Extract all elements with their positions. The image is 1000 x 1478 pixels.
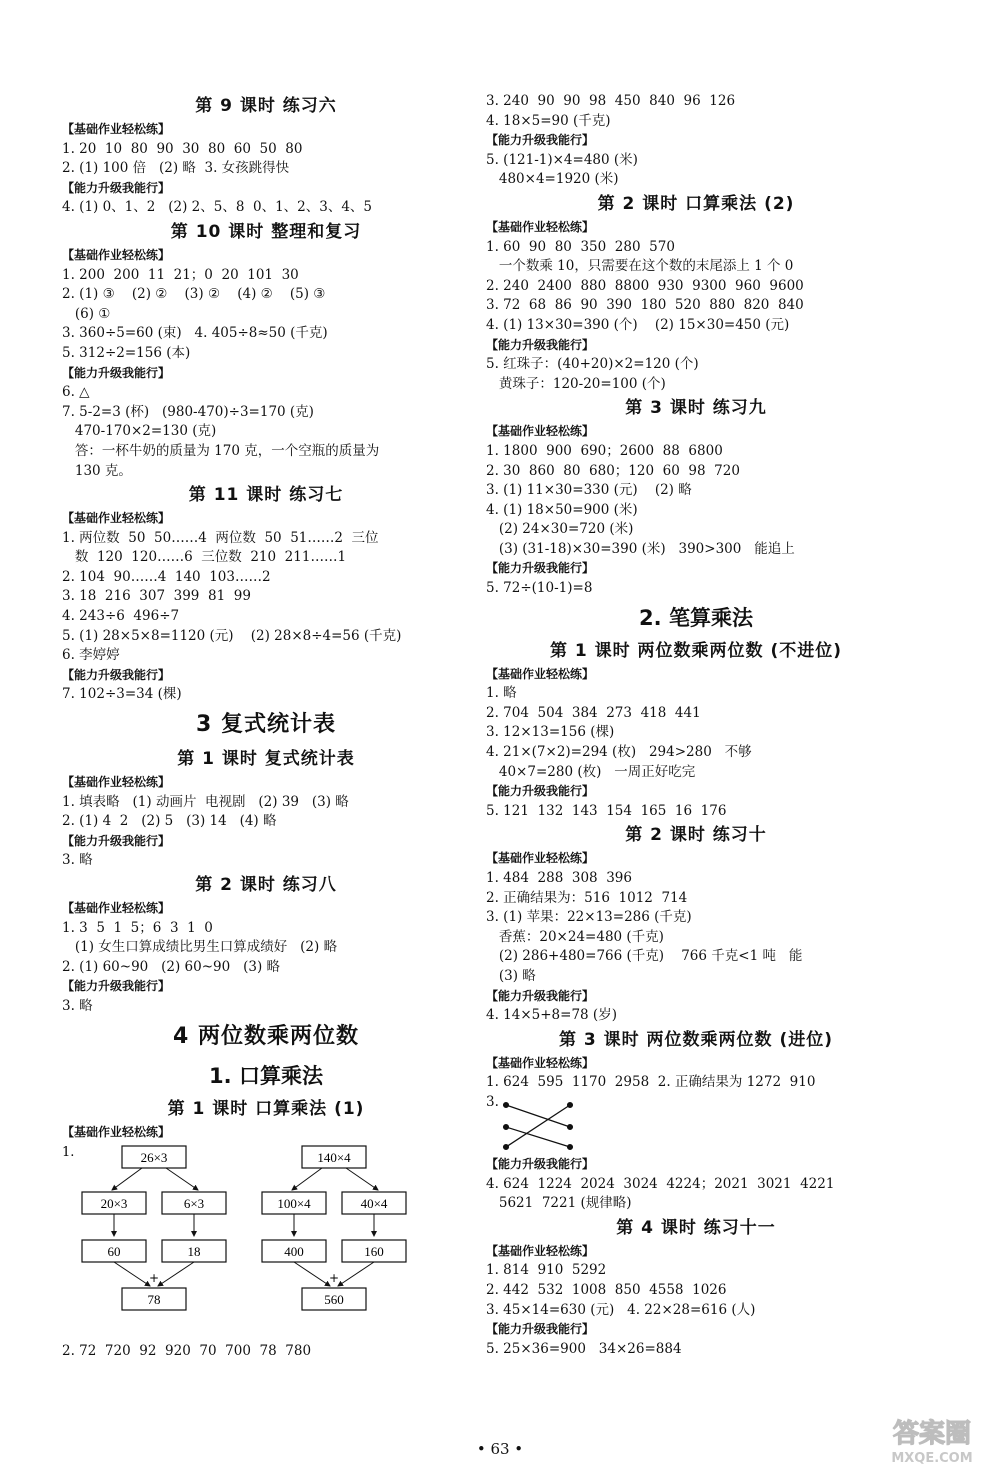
answer-line: 3. 240 90 90 98 450 840 96 126 [486, 93, 736, 109]
answer-line: 2. (1) 4 2 (2) 5 (3) 14 (4) 略 [62, 813, 277, 830]
answer-line: 4. 21×(7×2)=294 (枚) 294>280 不够 [486, 744, 752, 761]
answer-line: (3) 略 [486, 967, 536, 984]
unit-title: 4 两位数乘两位数 [173, 1023, 359, 1049]
unit-title: 3 复式统计表 [196, 712, 336, 738]
lesson-title: 第 3 课时 两位数乘两位数 (进位) [558, 1029, 834, 1050]
answer-line: 5621 7221 (规律略) [486, 1195, 632, 1212]
exercise-header: 【能力升级我能行】 [486, 561, 595, 576]
answer-line: 4. (1) 18×50=900 (米) [486, 501, 638, 518]
exercise-header: 【能力升级我能行】 [62, 667, 171, 682]
exercise-header: 【基础作业轻松练】 [62, 901, 171, 915]
answer-line: 2. 442 532 1008 850 4558 1026 [486, 1281, 727, 1298]
diagram-top-box: 140×4 [317, 1150, 351, 1166]
answer-line: 5. 红珠子：(40+20)×2=120 (个) [486, 356, 699, 373]
answer-line: 3. (1) 11×30=330 (元) (2) 略 [486, 482, 692, 499]
lesson-title: 第 11 课时 练习七 [188, 485, 344, 506]
exercise-header: 【基础作业轻松练】 [62, 775, 171, 790]
exercise-header: 【基础作业轻松练】 [486, 219, 595, 234]
answer-line: 1. 3 5 1 5；6 3 1 0 [62, 919, 213, 936]
answer-line: 1. 1800 900 690；2600 88 6800 [486, 442, 723, 459]
watermark-logo [872, 1408, 992, 1468]
answer-line: 2. 104 90……4 140 103……2 [62, 568, 271, 585]
answer-line: 1. 20 10 80 90 30 80 60 50 80 [62, 140, 303, 157]
answer-line: 5. (1) 28×5×8=1120 (元) (2) 28×8÷4=56 (千克) [62, 627, 402, 644]
matching-answer [486, 1093, 906, 1155]
answer-line: 2. 30 860 80 680；120 60 98 720 [486, 462, 740, 479]
exercise-header: 【基础作业轻松练】 [62, 247, 171, 262]
diagram-mid-box: 100×4 [277, 1196, 311, 1212]
diagram-output-box: 18 [187, 1244, 201, 1260]
answer-line: 4. (1) 13×30=390 (个) (2) 15×30=450 (元) [486, 316, 790, 333]
answer-line: 470-170×2=130 (克) [62, 423, 217, 440]
lesson-title: 第 2 课时 练习八 [195, 875, 337, 895]
answer-line: 3. 12×13=156 (棵) [486, 724, 615, 741]
left-column [62, 92, 470, 1362]
answer-line: 3. 略 [62, 852, 93, 869]
diagram-plus-sign: + [148, 1271, 160, 1286]
watermark-logo-text: 答案圈 [892, 1419, 972, 1449]
answer-line: 1. 填表略 (1) 动画片 电视剧 (2) 39 (3) 略 [62, 793, 349, 810]
diagram-result-box: 78 [147, 1292, 161, 1308]
answer-line: 2. 72 720 92 920 70 700 78 780 [62, 1343, 312, 1360]
diagram-output-box: 160 [364, 1244, 384, 1260]
answer-line: (1) 女生口算成绩比男生口算成绩好 (2) 略 [62, 939, 338, 956]
answer-line: 5. 72÷(10-1)=8 [486, 580, 593, 597]
exercise-header: 【能力升级我能行】 [486, 988, 595, 1003]
exercise-header: 【基础作业轻松练】 [62, 122, 171, 136]
calc-diagram [62, 1142, 470, 1342]
exercise-header: 【能力升级我能行】 [62, 833, 171, 848]
answer-line: (6) ① [62, 305, 111, 322]
answer-line: 5. (121-1)×4=480 (米) [486, 151, 638, 168]
answer-line: 6. △ [62, 384, 90, 401]
diagram-output-box: 400 [284, 1244, 304, 1260]
diagram-result-box: 560 [324, 1292, 344, 1308]
lesson-title: 第 1 课时 复式统计表 [177, 749, 355, 770]
exercise-header: 【基础作业轻松练】 [486, 424, 595, 439]
lesson-title: 第 4 课时 练习十一 [616, 1217, 776, 1238]
answer-line: 4. 624 1224 2024 3024 4224；2021 3021 4221 [486, 1175, 835, 1192]
lesson-title: 第 10 课时 整理和复习 [170, 221, 362, 242]
diagram-output-box: 60 [107, 1244, 121, 1260]
answer-line: (2) 24×30=720 (米) [486, 521, 634, 538]
answer-line: 1. 200 200 11 21；0 20 101 30 [62, 266, 299, 283]
answer-line: 1. 624 595 1170 2958 2. 正确结果为 1272 910 [486, 1074, 816, 1091]
exercise-header: 【基础作业轻松练】 [486, 1055, 595, 1070]
answer-line: 2. 正确结果为：516 1012 714 [486, 889, 688, 906]
diagram-mid-box: 20×3 [100, 1196, 128, 1212]
answer-line: 2. 240 2400 880 8800 930 9300 960 9600 [486, 277, 804, 294]
answer-line: 一个数乘 10，只需要在这个数的末尾添上 1 个 0 [486, 258, 794, 275]
exercise-header: 【能力升级我能行】 [486, 337, 595, 352]
answer-line: 4. 18×5=90 (千克) [486, 112, 611, 129]
answer-line: 3. 略 [62, 997, 93, 1014]
answer-line: 4. 243÷6 496÷7 [62, 608, 180, 625]
exercise-header: 【基础作业轻松练】 [486, 666, 595, 681]
matching-lines [498, 1101, 578, 1151]
exercise-header: 【能力升级我能行】 [486, 784, 595, 799]
answer-line: 3. (1) 苹果：22×13=286 (千克) [486, 909, 692, 926]
exercise-header: 【基础作业轻松练】 [62, 1124, 171, 1139]
answer-line: 数 120 120……6 三位数 210 211……1 [62, 549, 347, 566]
diagram-plus-sign: + [328, 1271, 340, 1286]
exercise-header: 【能力升级我能行】 [62, 180, 171, 195]
answer-line: 黄珠子：120-20=100 (个) [486, 375, 666, 392]
answer-line: 2. (1) 100 倍 (2) 略 3. 女孩跳得快 [62, 160, 290, 177]
answer-line: 5. 25×36=900 34×26=884 [486, 1340, 682, 1357]
answer-line: 1. 484 288 308 396 [486, 870, 632, 886]
diagram-mid-box: 40×4 [360, 1196, 388, 1212]
page-number: • 63 • [476, 1440, 524, 1458]
answer-line: 3. 18 216 307 399 81 99 [62, 588, 251, 605]
answer-line: 2. (1) ③ (2) ② (3) ② (4) ② (5) ③ [62, 286, 326, 303]
exercise-header: 【能力升级我能行】 [62, 365, 171, 380]
answer-line: 1. 60 90 80 350 280 570 [486, 238, 675, 255]
answer-line: 3. 72 68 86 90 390 180 520 880 820 840 [486, 297, 804, 314]
answer-line: 480×4=1920 (米) [486, 171, 619, 188]
answer-line: 3. 360÷5=60 (束) 4. 405÷8≈50 (千克) [62, 325, 328, 342]
answer-line: 5. 121 132 143 154 165 16 176 [486, 802, 727, 819]
answer-line: 6. 李婷婷 [62, 647, 120, 664]
exercise-header: 【基础作业轻松练】 [486, 1243, 595, 1258]
lesson-title: 第 1 课时 两位数乘两位数 (不进位) [549, 640, 843, 661]
answer-line: 3. 45×14=630 (元) 4. 22×28=616 (人) [486, 1301, 756, 1318]
answer-line: 7. 5-2=3 (杯) (980-470)÷3=170 (克) [62, 403, 314, 420]
answer-line: 130 克。 [62, 462, 132, 479]
answer-line: (2) 286+480=766 (千克) 766 千克<1 吨 能 [486, 948, 803, 965]
exercise-header: 【能力升级我能行】 [486, 133, 595, 148]
lesson-title: 第 2 课时 口算乘法 (2) [597, 193, 795, 214]
watermark-url: MXQE.COM [891, 1451, 973, 1466]
section-title: 1. 口算乘法 [209, 1063, 323, 1088]
answer-line: 40×7=280 (枚) 一周正好吃完 [486, 763, 696, 780]
lesson-title: 第 9 课时 练习六 [195, 96, 337, 116]
exercise-header: 【能力升级我能行】 [486, 1156, 595, 1171]
answer-line: 4. 14×5+8=78 (岁) [486, 1007, 617, 1024]
answer-line: 1. 814 910 5292 [486, 1262, 607, 1279]
answer-line: 7. 102÷3=34 (棵) [62, 686, 182, 703]
answer-line: (3) (31-18)×30=390 (米) 390>300 能追上 [486, 540, 795, 557]
answer-line: 1. 略 [486, 685, 517, 702]
answer-line: 1. 两位数 50 50……4 两位数 50 51……2 三位 [62, 529, 379, 546]
section-title: 2. 笔算乘法 [639, 605, 753, 630]
answer-line: 3. [486, 1093, 499, 1110]
lesson-title: 第 2 课时 练习十 [625, 825, 767, 846]
exercise-header: 【能力升级我能行】 [486, 1322, 595, 1337]
diagram-top-box: 26×3 [140, 1150, 168, 1166]
answer-line: 4. (1) 0、1、2 (2) 2、5、8 0、1、2、3、4、5 [62, 199, 373, 216]
answer-line: 2. (1) 60~90 (2) 60~90 (3) 略 [62, 958, 280, 975]
exercise-header: 【能力升级我能行】 [62, 979, 171, 994]
answer-line: 答：一杯牛奶的质量为 170 克，一个空瓶的质量为 [62, 442, 380, 459]
diagram-mid-box: 6×3 [183, 1196, 205, 1212]
lesson-title: 第 3 课时 练习九 [625, 398, 767, 419]
answer-line: 5. 312÷2=156 (本) [62, 344, 191, 361]
exercise-header: 【基础作业轻松练】 [62, 511, 171, 526]
answer-line: 香蕉：20×24=480 (千克) [486, 928, 664, 945]
lesson-title: 第 1 课时 口算乘法 (1) [167, 1098, 365, 1119]
answer-line: 2. 704 504 384 273 418 441 [486, 704, 701, 721]
diagram-question-number: 1. [62, 1145, 75, 1161]
right-column [486, 92, 906, 1359]
exercise-header: 【基础作业轻松练】 [486, 851, 595, 866]
